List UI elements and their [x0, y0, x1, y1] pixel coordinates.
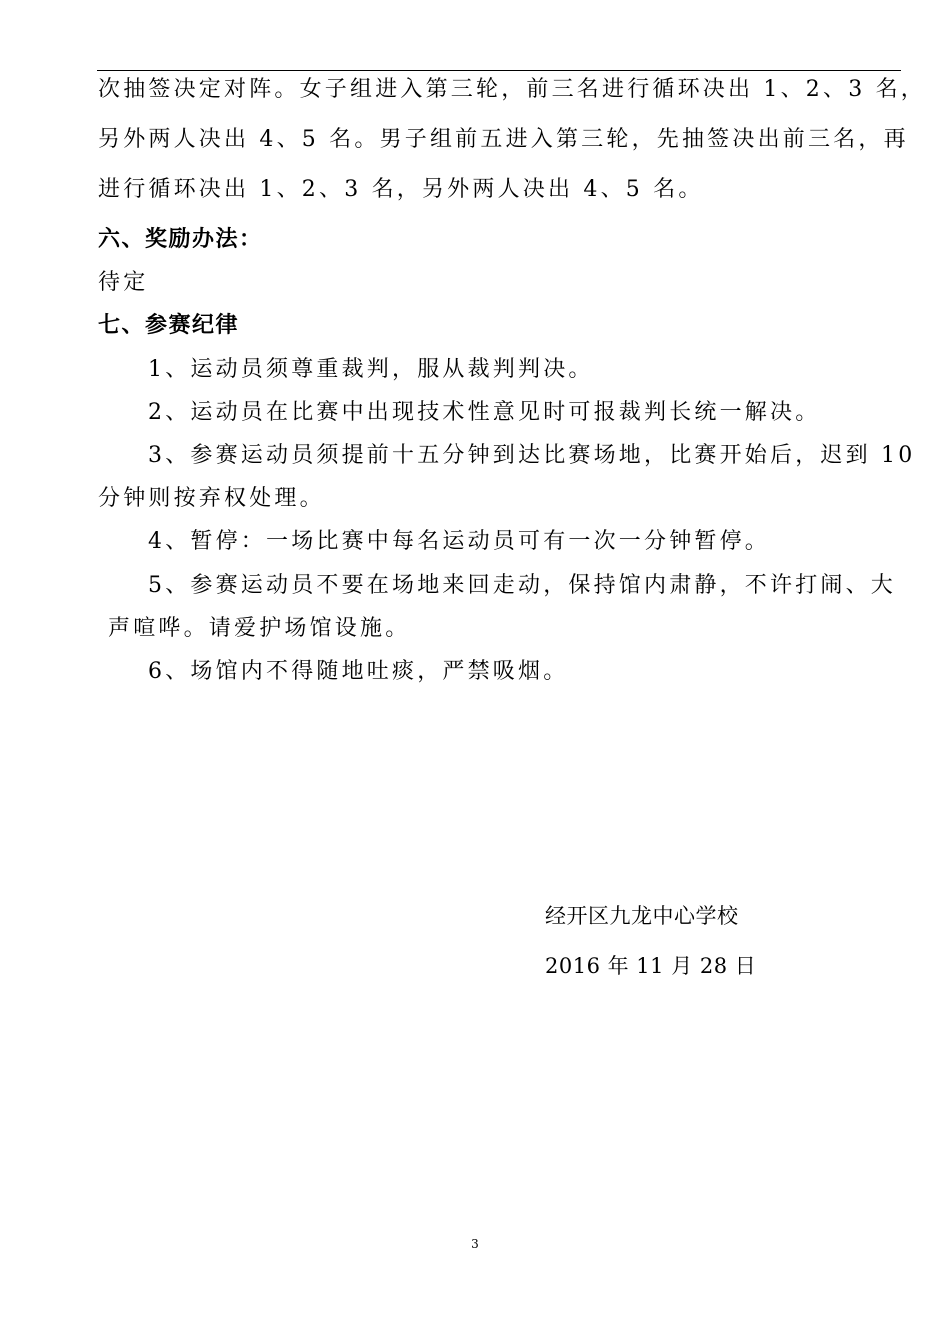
discipline-item-3-cont: 分钟则按弃权处理。 [98, 486, 325, 511]
discipline-item-1: 1、运动员须尊重裁判，服从裁判判决。 [148, 357, 594, 382]
section-heading-discipline: 七、参赛纪律 [98, 313, 240, 338]
continuation-line-3: 进行循环决出 1、2、3 名，另外两人决出 4、5 名。 [98, 177, 704, 202]
header-rule [97, 70, 901, 71]
signature-organization: 经开区九龙中心学校 [545, 904, 739, 928]
discipline-item-6: 6、场馆内不得随地吐痰，严禁吸烟。 [148, 659, 569, 684]
discipline-item-5: 5、参赛运动员不要在场地来回走动，保持馆内肃静，不许打闹、大 [148, 573, 896, 598]
discipline-item-4: 4、暂停：一场比赛中每名运动员可有一次一分钟暂停。 [148, 529, 770, 554]
discipline-item-3: 3、参赛运动员须提前十五分钟到达比赛场地，比赛开始后，迟到 10 [148, 443, 916, 468]
discipline-item-5-cont: 声喧哗。请爱护场馆设施。 [108, 616, 411, 641]
section-heading-rewards: 六、奖励办法： [98, 227, 263, 252]
signature-date: 2016 年 11 月 28 日 [545, 954, 757, 978]
discipline-item-2: 2、运动员在比赛中出现技术性意见时可报裁判长统一解决。 [148, 400, 821, 425]
page-number: 3 [471, 1237, 479, 1251]
continuation-line-1: 次抽签决定对阵。女子组进入第三轮，前三名进行循环决出 1、2、3 名， [98, 77, 926, 102]
continuation-line-2: 另外两人决出 4、5 名。男子组前五进入第三轮，先抽签决出前三名，再 [98, 127, 909, 152]
rewards-body: 待定 [98, 270, 149, 295]
